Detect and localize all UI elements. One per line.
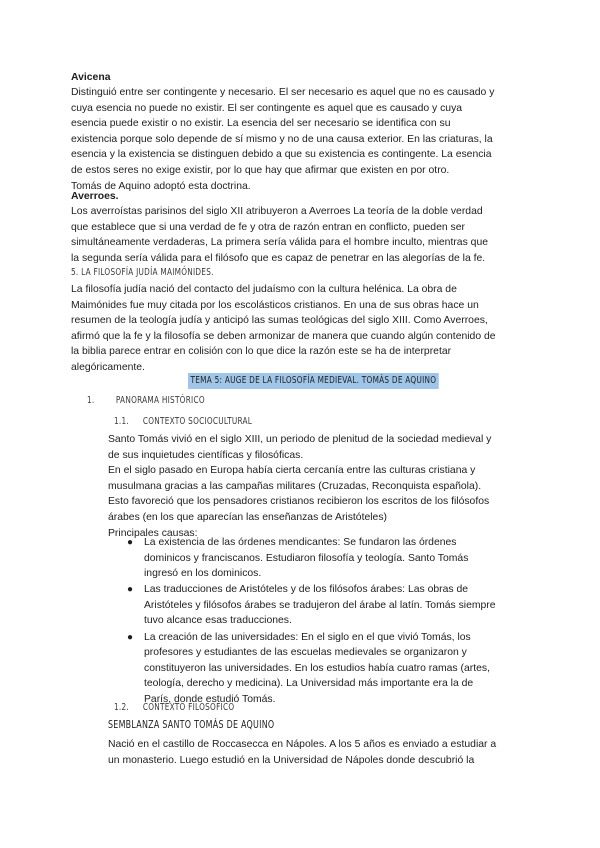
text-line: En el siglo pasado en Europa había cierta cercanía entre las culturas cristiana y [108, 465, 476, 477]
subsection-number: 1.1. [114, 416, 130, 427]
text-line: Maimónides fue muy citada por los escolásticos cristianos. En una de sus obras hace un [71, 299, 479, 311]
averroes-paragraph [71, 204, 541, 266]
text-line: La creación de las universidades: En el siglo en el que vivió Tomás, los [144, 631, 471, 643]
sociocultural-paragraph [108, 432, 548, 541]
text-line: de estos seres no exige existir, por lo que hay que afirmar que existen en por otro. [71, 164, 450, 176]
text-line: Aristóteles y filósofos árabes se tradujeron del árabe al latín. Tomás siempre [144, 599, 496, 611]
text-line: Las traducciones de Aristóteles y de los filósofos árabes: Las obras de [144, 584, 469, 596]
list-item [127, 535, 544, 582]
subsection-number: 1.2. [114, 702, 130, 713]
text-line: tuvo alcance esas traducciones. [144, 615, 292, 627]
bullet-icon: ● [127, 537, 134, 548]
text-line: dominicos y franciscanos. Estudiaron filosofía y teología. Santo Tomás [144, 552, 469, 564]
subsection-title: CONTEXTO FILOSÓFICO [142, 702, 235, 713]
section-number: 1. [87, 395, 95, 406]
tema-title: TEMA 5: AUGE DE LA FILOSOFÍA MEDIEVAL. TOMÁS DE AQUINO [188, 373, 439, 389]
list-item [127, 630, 544, 708]
causes-list [127, 535, 544, 708]
text-line: Los averroístas parisinos del siglo XII atribuyeron a Averroes La teoría de la doble verdad [71, 206, 483, 217]
text-line: Principales causas: [108, 527, 198, 539]
text-line: constituyeron las universidades. En los estudios había cuatro ramas (artes, [144, 662, 490, 674]
tema-title-wrapper [188, 373, 483, 389]
maimonides-heading: 5. LA FILOSOFÍA JUDÍA MAIMÓNIDES. [71, 267, 214, 278]
text-line: profesores y estudiantes de las escuelas medievales se organizaron y [144, 647, 467, 659]
text-line: esencia y la existencia se distinguen debido a que su existencia es contingente. La esencia [71, 149, 492, 161]
subsection-sociocultural [114, 414, 252, 430]
text-line: la biblia parece entrar en colisión con lo que dice la razón este se ha de interpretar [71, 346, 452, 358]
text-line: la segunda sería válida para el filósofo que es capaz de penetrar en las alegorías de la fe. [71, 252, 486, 264]
maimonides-paragraph [71, 282, 541, 376]
text-line: esencia puede existir o no existir. La esencia del ser necesario se identifica con su [71, 118, 451, 130]
subsection-filosofico [114, 700, 234, 716]
text-line: existencia porque solo depende de sí mismo y no de una causa exterior. En las criaturas, la [71, 133, 493, 145]
text-line: resumen de la teología judía y anticipó las sumas teológicas del siglo XIII. Como Averroes, [71, 315, 488, 327]
text-line: árabes (en los que aparecían las enseñanzas de Aristóteles) [108, 511, 387, 523]
text-line: Distinguió entre ser contingente y necesario. El ser necesario es aquel que no es causado y [71, 87, 495, 98]
text-line: Nació en el castillo de Roccasecca en Nápoles. A los 5 años es enviado a estudiar a [108, 739, 497, 750]
text-line: de sus inquietudes científicas y filosóficas. [108, 449, 304, 461]
subsection-title: CONTEXTO SOCIOCULTURAL [142, 416, 253, 427]
averroes-title: Averroes. [71, 191, 119, 202]
text-line: La filosofía judía nació del contacto del judaísmo con la cultura helénica. La obra de [71, 284, 457, 295]
avicena-paragraph [71, 85, 541, 194]
avicena-title: Avicena [71, 72, 111, 83]
text-line: que establece que si una verdad de fe y otra de razón entran en conflicto, pueden ser [71, 221, 465, 233]
bullet-icon: ● [127, 631, 134, 643]
text-line: Esto favoreció que los pensadores cristianos recibieron los escritos de los filósofos [108, 496, 490, 508]
semblanza-heading: SEMBLANZA SANTO TOMÁS DE AQUINO [108, 719, 275, 731]
section-title: PANORAMA HISTÓRICO [115, 395, 205, 406]
text-line: simultáneamente verdaderas, La primera sería válida para el hombre inculto, mientras que [71, 237, 488, 249]
text-line: La existencia de las órdenes mendicantes: Se fundaron las órdenes [144, 537, 457, 548]
text-line: teología, derecho y medicina). La Universidad más importante era la de [144, 678, 474, 690]
text-line: París, donde estudió Tomás. [144, 693, 276, 705]
text-line: Tomás de Aquino adoptó esta doctrina. [71, 180, 251, 192]
text-line: cuya esencia no puede no existir. El ser contingente es aquel que es causado y cuya [71, 102, 463, 114]
text-line: afirmó que la fe y la filosofía se deben armonizar de manera que cuando algún contenido de [71, 330, 496, 342]
text-line: musulmana gracias a las campañas militares (Cruzadas, Reconquista española). [108, 480, 482, 492]
semblanza-paragraph [108, 737, 548, 768]
text-line: Santo Tomás vivió en el siglo XIII, un periodo de plenitud de la sociedad medieval y [108, 434, 492, 445]
text-line: ingresó en los dominicos. [144, 568, 262, 580]
list-item [127, 582, 544, 629]
section-panorama [87, 393, 205, 409]
bullet-icon: ● [127, 584, 134, 596]
text-line: un monasterio. Luego estudió en la Universidad de Nápoles donde descubrió la [108, 754, 475, 766]
text-line: alegóricamente. [71, 361, 145, 373]
